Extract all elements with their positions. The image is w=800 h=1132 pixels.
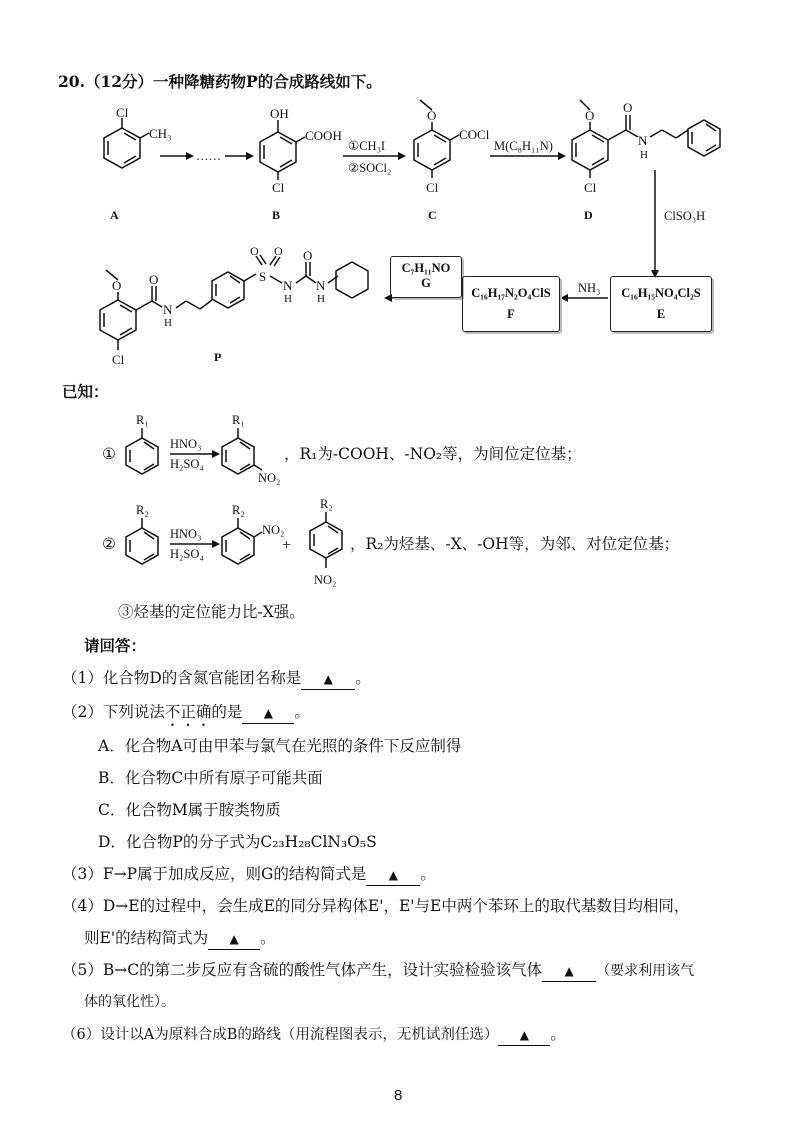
sub-no2: NO₂ <box>258 471 281 485</box>
known-reactions <box>0 400 800 620</box>
question-5-text: （5）B→C的第二步反应有含硫的酸性气体产生，设计实验检验该气体 <box>62 961 543 979</box>
atom-o: O <box>427 108 437 123</box>
sub-r2: R₂ <box>136 503 149 517</box>
atom-n: N <box>283 278 293 293</box>
compound-f-box <box>462 276 560 332</box>
atom-o: O <box>585 108 595 123</box>
question-3 <box>62 864 436 886</box>
option-b: B．化合物C中所有原子可能共面 <box>98 769 323 787</box>
question-5-line-2: 体的氧化性）。 <box>84 994 175 1010</box>
atom-h: H <box>317 293 325 305</box>
compound-g-box <box>390 256 462 298</box>
atom-cl: Cl <box>272 180 285 195</box>
atom-cl: Cl <box>116 105 129 120</box>
reagent-h2so4: H₂SO₄ <box>170 457 204 471</box>
atom-ch3: CH₃ <box>149 126 172 141</box>
atom-cl: Cl <box>584 180 597 195</box>
reagent-ch3i: ①CH₃I <box>348 139 386 153</box>
reagent-hno3: HNO₃ <box>170 527 202 541</box>
answer-blank-3[interactable] <box>366 864 420 886</box>
question-4-line-1: （4）D→E的过程中，会生成E的同分异构体E'，E'与E中两个苯环上的取代基数目均相同， <box>62 897 690 915</box>
atom-h: H <box>640 149 648 161</box>
sub-r2: R₂ <box>232 503 245 517</box>
question-header: 20.（12分）一种降糖药物P的合成路线如下。 <box>58 72 382 91</box>
question-5-line-1 <box>62 960 694 982</box>
atom-o: O <box>303 248 313 263</box>
answer-blank-1[interactable] <box>301 668 355 690</box>
answer-mark: ▲ <box>323 672 333 686</box>
rule-2-number: ② <box>102 535 116 553</box>
sub-r2: R₂ <box>320 497 333 511</box>
answer-mark: ▲ <box>564 964 574 978</box>
question-2-text-c: 的是 <box>211 703 243 721</box>
question-2 <box>62 702 310 730</box>
rule-1-note: ，R₁为-COOH、-NO₂等，为间位定位基； <box>284 445 582 463</box>
label-c: C <box>428 208 437 222</box>
question-3-text: （3）F→P属于加成反应，则G的结构简式是 <box>62 865 367 883</box>
atom-n: N <box>638 133 648 148</box>
atom-o: O <box>149 272 159 287</box>
label-f: F <box>507 307 515 321</box>
sub-no2: NO₂ <box>262 523 285 537</box>
atom-oh: OH <box>270 106 289 121</box>
atom-s: S <box>259 269 267 284</box>
reagent-socl2: ②SOCl₂ <box>348 161 392 175</box>
reagent-m: M(C₈H₁₁N) <box>494 139 553 153</box>
label-b: B <box>272 208 281 222</box>
sub-r1: R₁ <box>232 413 245 427</box>
atom-o: O <box>250 244 259 258</box>
atom-o: O <box>112 278 122 293</box>
question-4-end: 。 <box>260 929 276 947</box>
answer-mark: ▲ <box>263 706 274 720</box>
atom-n: N <box>163 302 173 317</box>
atom-cooh: COOH <box>305 128 342 143</box>
reagent-nh3: NH₃ <box>578 281 601 295</box>
label-g: G <box>421 276 431 290</box>
option-c: C．化合物M属于胺类物质 <box>98 801 281 819</box>
question-4-line-2 <box>84 928 276 950</box>
label-p: P <box>214 350 222 364</box>
answer-blank-5[interactable] <box>542 960 596 982</box>
question-6-end: 。 <box>550 1025 566 1043</box>
label-a: A <box>110 208 119 222</box>
arrow-dots: …… <box>196 149 221 163</box>
question-1-end: 。 <box>355 669 371 687</box>
question-2-emphasis: 不正确 <box>164 703 212 721</box>
answer-blank-2[interactable] <box>242 702 294 724</box>
sub-no2: NO₂ <box>314 573 337 587</box>
label-e: E <box>656 307 666 321</box>
answer-blank-4[interactable] <box>208 928 260 950</box>
atom-cl: Cl <box>426 180 439 195</box>
atom-cocl: COCl <box>459 127 490 142</box>
question-1 <box>62 668 371 690</box>
question-4-text: 则E'的结构简式为 <box>84 929 209 947</box>
reagent-clso3h: ClSO₃H <box>664 209 706 223</box>
rule-1-number: ① <box>102 445 116 463</box>
answer-blank-6[interactable] <box>498 1024 550 1046</box>
known-title: 已知： <box>62 382 109 401</box>
question-1-text: （1）化合物D的含氮官能团名称是 <box>62 669 302 687</box>
question-3-end: 。 <box>420 865 436 883</box>
atom-cl: Cl <box>112 352 125 367</box>
formula-f: C₁₆H₁₇N₂O₄ClS <box>471 286 551 300</box>
reagent-h2so4: H₂SO₄ <box>170 547 204 561</box>
compound-e-box <box>610 276 712 332</box>
atom-h: H <box>164 317 172 329</box>
formula-e: C₁₆H₁₅NO₄Cl₂S <box>621 286 701 300</box>
answer-mark: ▲ <box>388 868 399 882</box>
formula-g: C₇H₁₁NO <box>401 261 451 275</box>
question-2-text-a: （2）下列说法 <box>62 703 165 721</box>
prompt: 请回答： <box>84 636 147 655</box>
page-number: 8 <box>394 1087 403 1104</box>
sub-r1: R₁ <box>136 413 149 427</box>
atom-o: O <box>623 100 633 115</box>
atom-h: H <box>284 293 292 305</box>
atom-o: O <box>274 244 283 258</box>
option-d: D．化合物P的分子式为C₂₃H₂₈ClN₃O₅S <box>98 833 377 851</box>
rule-2-note: ，R₂为烃基、-X、-OH等，为邻、对位定位基； <box>350 535 680 553</box>
rule-3: ③烃基的定位能力比-X强。 <box>118 603 305 621</box>
question-6-text: （6）设计以A为原料合成B的路线（用流程图表示，无机试剂任选） <box>62 1027 499 1043</box>
answer-mark: ▲ <box>519 1028 529 1042</box>
question-5-note: （要求利用该气 <box>596 963 695 979</box>
option-a: A．化合物A可由甲苯与氯气在光照的条件下反应制得 <box>98 737 462 755</box>
question-6 <box>62 1024 566 1046</box>
plus-sign: + <box>282 537 292 554</box>
reagent-hno3: HNO₃ <box>170 437 202 451</box>
label-d: D <box>584 208 593 222</box>
question-2-end: 。 <box>294 703 310 721</box>
atom-n: N <box>316 278 326 293</box>
answer-mark: ▲ <box>229 932 239 946</box>
